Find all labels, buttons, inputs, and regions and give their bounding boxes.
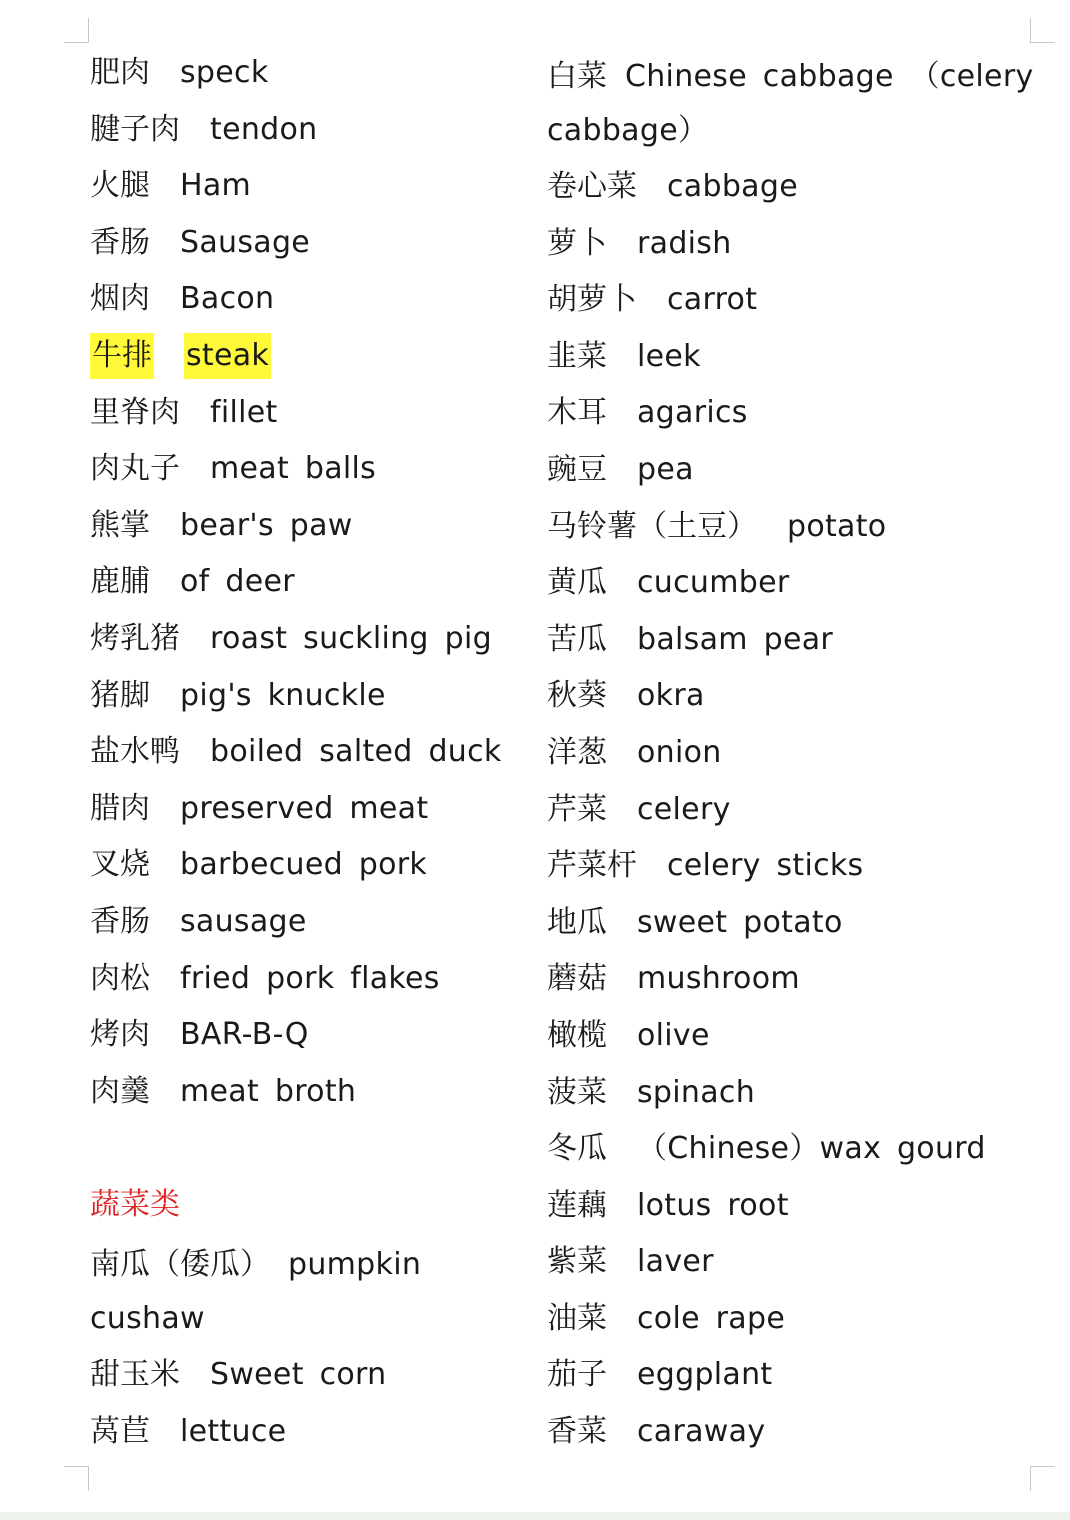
english-term: mushroom bbox=[637, 961, 800, 997]
chinese-term: 萝卜 bbox=[547, 225, 607, 261]
chinese-term: 猪脚 bbox=[90, 677, 150, 713]
english-term: sweet potato bbox=[637, 904, 843, 940]
chinese-term: 南瓜（倭瓜） bbox=[90, 1247, 270, 1283]
vocab-row bbox=[90, 559, 530, 616]
english-term: tendon bbox=[210, 111, 318, 147]
english-term: caraway bbox=[637, 1414, 766, 1450]
vocab-row bbox=[547, 390, 1037, 447]
vocab-row bbox=[90, 1352, 530, 1409]
chinese-term: 里脊肉 bbox=[90, 394, 180, 430]
vocab-row bbox=[90, 276, 530, 333]
chinese-term: 香菜 bbox=[547, 1414, 607, 1450]
english-term: spinach bbox=[637, 1074, 756, 1110]
vocab-row bbox=[90, 786, 530, 843]
chinese-term: 木耳 bbox=[547, 395, 607, 431]
vocab-row bbox=[547, 787, 1037, 844]
chinese-term: 马铃薯（土豆） bbox=[547, 508, 757, 544]
chinese-term: 盐水鸭 bbox=[90, 734, 180, 770]
vocab-row bbox=[547, 1126, 1037, 1183]
english-term: preserved meat bbox=[180, 790, 429, 826]
english-term: Ham bbox=[180, 168, 252, 204]
english-term: Sausage bbox=[180, 224, 311, 260]
page-corner-mark bbox=[1030, 18, 1055, 43]
english-term: pumpkin cushaw bbox=[90, 1247, 422, 1337]
vocab-row bbox=[547, 843, 1037, 900]
vocab-row bbox=[90, 729, 530, 786]
chinese-term: 苦瓜 bbox=[547, 621, 607, 657]
chinese-term: 芹菜杆 bbox=[547, 848, 637, 884]
chinese-term: 茄子 bbox=[547, 1357, 607, 1393]
chinese-term: 豌豆 bbox=[547, 451, 607, 487]
english-term: carrot bbox=[667, 282, 758, 318]
chinese-term: 火腿 bbox=[90, 168, 150, 204]
chinese-term: 肉羹 bbox=[90, 1073, 150, 1109]
english-term: pig's knuckle bbox=[180, 677, 386, 713]
chinese-term: 鹿脯 bbox=[90, 564, 150, 600]
english-term: okra bbox=[637, 678, 705, 714]
english-term: celery bbox=[637, 791, 731, 827]
chinese-term: 橄榄 bbox=[547, 1017, 607, 1053]
chinese-term: 肉丸子 bbox=[90, 451, 180, 487]
english-term: barbecued pork bbox=[180, 847, 428, 883]
chinese-term: 莴苣 bbox=[90, 1414, 150, 1450]
vocab-row bbox=[90, 503, 530, 560]
vocab-row bbox=[90, 220, 530, 277]
vocab-row bbox=[90, 107, 530, 164]
chinese-term: 莲藕 bbox=[547, 1187, 607, 1223]
page-corner-mark bbox=[1030, 1466, 1055, 1491]
chinese-term: 油菜 bbox=[547, 1300, 607, 1336]
english-term: lotus root bbox=[637, 1187, 789, 1223]
english-term: meat broth bbox=[180, 1073, 357, 1109]
vocab-row bbox=[547, 1239, 1037, 1296]
chinese-term: 紫菜 bbox=[547, 1244, 607, 1280]
chinese-term: 秋葵 bbox=[547, 678, 607, 714]
english-term: boiled salted duck bbox=[210, 734, 502, 770]
vocab-row bbox=[547, 956, 1037, 1013]
right-column bbox=[547, 50, 1037, 1466]
vocab-row bbox=[547, 1296, 1037, 1353]
english-term: agarics bbox=[637, 395, 748, 431]
vocab-row bbox=[90, 616, 530, 673]
english-term: cabbage bbox=[667, 169, 798, 204]
vocab-row bbox=[547, 1070, 1037, 1127]
english-term: leek bbox=[637, 338, 701, 374]
vocab-row bbox=[90, 390, 530, 447]
english-term: laver bbox=[637, 1244, 714, 1280]
english-term: speck bbox=[180, 55, 269, 90]
chinese-term: 芹菜 bbox=[547, 791, 607, 827]
highlighted-vocab-row bbox=[90, 333, 530, 390]
vocab-row bbox=[90, 673, 530, 730]
english-term: pea bbox=[637, 451, 694, 487]
english-term: Sweet corn bbox=[210, 1357, 387, 1393]
vocab-row bbox=[547, 1183, 1037, 1240]
english-term: meat balls bbox=[210, 451, 377, 487]
chinese-term: 菠菜 bbox=[547, 1074, 607, 1110]
vocab-row bbox=[90, 956, 530, 1013]
chinese-term: 蘑菇 bbox=[547, 961, 607, 997]
english-term: olive bbox=[637, 1017, 710, 1053]
english-term: onion bbox=[637, 734, 722, 770]
vocab-row bbox=[547, 221, 1037, 278]
chinese-term: 熊掌 bbox=[90, 507, 150, 543]
left-column bbox=[90, 50, 530, 1466]
chinese-term: 腊肉 bbox=[90, 790, 150, 826]
vocab-row bbox=[90, 1409, 530, 1466]
vocab-row bbox=[547, 50, 1037, 164]
section-heading-vegetables: 蔬菜类 bbox=[90, 1186, 180, 1222]
chinese-term: 叉烧 bbox=[90, 847, 150, 883]
vocab-row bbox=[547, 900, 1037, 957]
page-corner-mark bbox=[64, 18, 89, 43]
chinese-term: 地瓜 bbox=[547, 904, 607, 940]
chinese-term: 肉松 bbox=[90, 960, 150, 996]
vocab-row bbox=[547, 334, 1037, 391]
vocab-row bbox=[90, 1238, 530, 1352]
english-term: Chinese cabbage （celery cabbage） bbox=[547, 59, 1034, 148]
vocab-row bbox=[90, 899, 530, 956]
chinese-term: 胡萝卜 bbox=[547, 282, 637, 318]
chinese-term: 腱子肉 bbox=[90, 111, 180, 147]
english-term: bear's paw bbox=[180, 507, 353, 543]
chinese-term: 冬瓜 bbox=[547, 1131, 607, 1167]
chinese-term: 卷心菜 bbox=[547, 169, 637, 204]
english-term: celery sticks bbox=[667, 848, 864, 884]
vocab-row bbox=[547, 447, 1037, 504]
page-corner-mark bbox=[64, 1466, 89, 1491]
chinese-term: 香肠 bbox=[90, 903, 150, 939]
chinese-term: 肥肉 bbox=[90, 55, 150, 90]
vocab-row bbox=[90, 446, 530, 503]
vocab-row bbox=[547, 504, 1037, 561]
chinese-term: 黄瓜 bbox=[547, 565, 607, 601]
vocab-row bbox=[547, 560, 1037, 617]
bottom-edge bbox=[0, 1512, 1070, 1520]
chinese-term: 烤肉 bbox=[90, 1017, 150, 1053]
chinese-term: 甜玉米 bbox=[90, 1357, 180, 1393]
english-term: cucumber bbox=[637, 565, 790, 601]
vocab-row bbox=[547, 277, 1037, 334]
english-term: fillet bbox=[210, 394, 278, 430]
english-term: （Chinese）wax gourd bbox=[637, 1131, 986, 1167]
chinese-term: 牛排 bbox=[90, 333, 154, 379]
vocab-row bbox=[90, 1012, 530, 1069]
english-term: lettuce bbox=[180, 1414, 287, 1450]
english-term: of deer bbox=[180, 564, 295, 600]
english-term: eggplant bbox=[637, 1357, 773, 1393]
chinese-term: 烟肉 bbox=[90, 281, 150, 317]
english-term: radish bbox=[637, 225, 732, 261]
chinese-term: 烤乳猪 bbox=[90, 620, 180, 656]
vocab-row bbox=[547, 164, 1037, 221]
english-term: cole rape bbox=[637, 1300, 786, 1336]
vocab-row bbox=[547, 673, 1037, 730]
chinese-term: 洋葱 bbox=[547, 734, 607, 770]
vocab-row bbox=[547, 1013, 1037, 1070]
vocab-row bbox=[547, 1352, 1037, 1409]
english-term: steak bbox=[184, 333, 271, 379]
vocab-row bbox=[547, 730, 1037, 787]
english-term: Bacon bbox=[180, 281, 275, 317]
vocab-row bbox=[90, 50, 530, 107]
vocab-row bbox=[547, 1409, 1037, 1466]
english-term: balsam pear bbox=[637, 621, 834, 657]
spacer bbox=[90, 1125, 530, 1182]
chinese-term: 香肠 bbox=[90, 224, 150, 260]
chinese-term: 韭菜 bbox=[547, 338, 607, 374]
vocab-row bbox=[90, 163, 530, 220]
vocab-row bbox=[90, 1069, 530, 1126]
english-term: BAR-B-Q bbox=[180, 1017, 309, 1053]
chinese-term: 白菜 bbox=[547, 59, 607, 94]
english-term: roast suckling pig bbox=[210, 620, 492, 656]
english-term: fried pork flakes bbox=[180, 960, 440, 996]
english-term: potato bbox=[787, 508, 887, 544]
english-term: sausage bbox=[180, 903, 307, 939]
vocab-row bbox=[547, 617, 1037, 674]
vocab-row bbox=[90, 842, 530, 899]
